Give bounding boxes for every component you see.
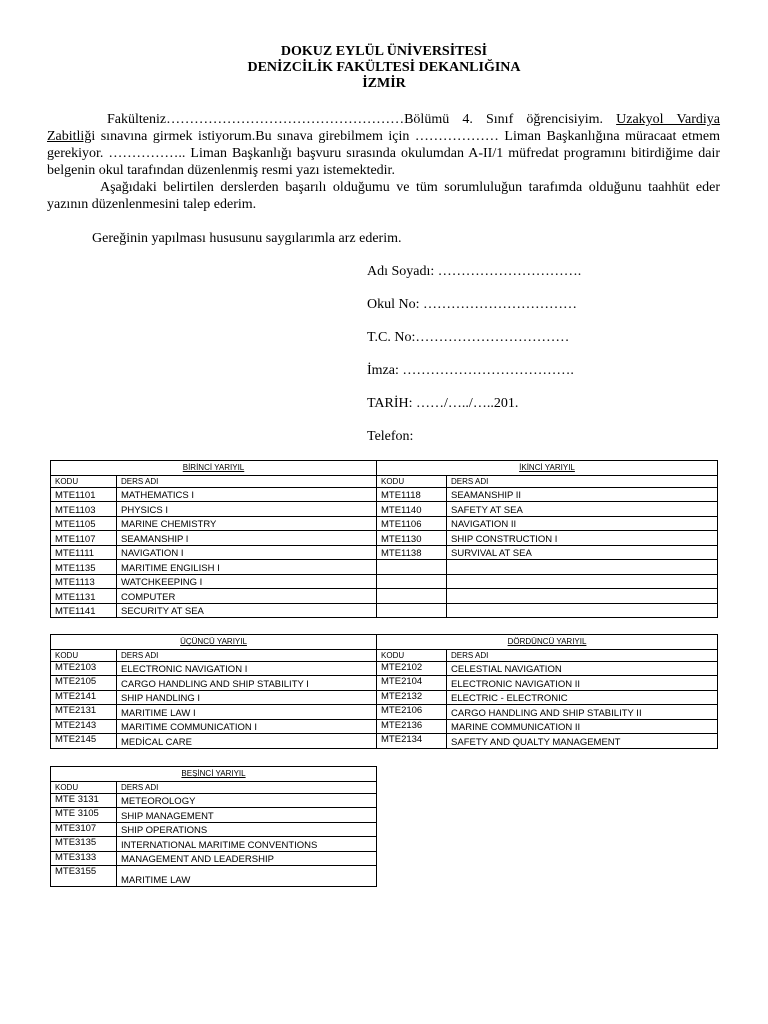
semester-3-4-table	[50, 634, 718, 749]
course-name: MARINE CHEMISTRY	[117, 516, 377, 531]
course-code: MTE1111	[51, 545, 117, 560]
course-code: MTE3107	[51, 822, 117, 837]
request-text-2: i sınavına girmek istiyorum.Bu sınava girebilmem için ……………… Liman Başkanlığına müracaat etmem gerekiyor. …………….. Liman Başkanlığı başvuru sırasında okulumdan A-II/1 müfredat programını bitirdiğime dair belgenin okul tarafından düzenlenmiş resmi yazı istemektedir.	[47, 129, 720, 178]
course-name: SHIP CONSTRUCTION I	[447, 531, 718, 546]
course-name: SEAMANSHIP I	[117, 531, 377, 546]
table-row	[51, 545, 718, 560]
course-code: MTE1103	[51, 502, 117, 517]
commitment-paragraph: Aşağıdaki belirtilen derslerden başarılı olduğumu ve tüm sorumluluğun tarafımda olduğunu taahhüt eder yazının düzenlenmesini talep ederim.	[47, 180, 720, 212]
city: İZMİR	[362, 76, 406, 91]
semester-title: ÜÇÜNCÜ YARIYIL	[51, 635, 377, 650]
date-field: TARİH: ……/…../…..201.	[367, 396, 519, 411]
course-name: SAFETY AT SEA	[447, 502, 718, 517]
course-code: MTE1101	[51, 487, 117, 502]
table-row	[51, 690, 718, 705]
course-code: MTE1138	[377, 545, 447, 560]
empty-cell	[447, 574, 718, 589]
table-row	[51, 808, 377, 823]
course-code: MTE1113	[51, 574, 117, 589]
course-name: MARITIME ENGILISH I	[117, 560, 377, 575]
semester-1-2-table	[50, 460, 718, 618]
course-code: MTE2143	[51, 719, 117, 734]
table-row	[51, 574, 718, 589]
table-row	[51, 661, 718, 676]
table-row	[51, 734, 718, 749]
empty-cell	[447, 560, 718, 575]
empty-cell	[377, 574, 447, 589]
course-code: MTE1118	[377, 487, 447, 502]
course-code: MTE3155	[51, 866, 117, 887]
course-name: MATHEMATICS I	[117, 487, 377, 502]
semester-title: BİRİNCİ YARIYIL	[51, 461, 377, 476]
table-row	[51, 516, 718, 531]
course-name: CARGO HANDLING AND SHIP STABILITY II	[447, 705, 718, 720]
course-code: MTE2141	[51, 690, 117, 705]
course-name-header: DERS ADI	[117, 649, 377, 661]
code-header: KODU	[51, 475, 117, 487]
course-name: NAVIGATION II	[447, 516, 718, 531]
course-code: MTE 3105	[51, 808, 117, 823]
table-row	[51, 560, 718, 575]
course-code: MTE 3131	[51, 793, 117, 808]
code-header: KODU	[51, 781, 117, 793]
course-name: WATCHKEEPING I	[117, 574, 377, 589]
closing-paragraph: Gereğinin yapılması hususunu saygılarımla arz ederim.	[92, 231, 402, 246]
signature-field: İmza: ……………………………….	[367, 363, 574, 378]
course-name-header: DERS ADI	[447, 475, 718, 487]
course-name: MANAGEMENT AND LEADERSHIP	[117, 851, 377, 866]
request-text-1: Fakülteniz……………………………………………Bölümü 4. Sınıf öğrencisiyim.	[107, 112, 617, 127]
course-name: ELECTRIC - ELECTRONIC	[447, 690, 718, 705]
semester-5-table	[50, 766, 377, 887]
empty-cell	[377, 589, 447, 604]
course-name: ELECTRONIC NAVIGATION I	[117, 661, 377, 676]
table-row	[51, 705, 718, 720]
table-row	[51, 502, 718, 517]
course-code: MTE1130	[377, 531, 447, 546]
course-code: MTE1105	[51, 516, 117, 531]
course-code: MTE2131	[51, 705, 117, 720]
course-code: MTE2104	[377, 676, 447, 691]
table-row	[51, 822, 377, 837]
table-row	[51, 487, 718, 502]
faculty-deanery: DENİZCİLİK FAKÜLTESİ DEKANLIĞINA	[247, 60, 521, 75]
table-row	[51, 589, 718, 604]
table-row	[51, 837, 377, 852]
semester-title: İKİNCİ YARIYIL	[377, 461, 718, 476]
course-name-header: DERS ADI	[117, 781, 377, 793]
course-name: PHYSICS I	[117, 502, 377, 517]
course-code: MTE2132	[377, 690, 447, 705]
course-code: MTE2134	[377, 734, 447, 749]
course-name: COMPUTER	[117, 589, 377, 604]
empty-cell	[377, 603, 447, 618]
course-name: CARGO HANDLING AND SHIP STABILITY I	[117, 676, 377, 691]
table-row	[51, 793, 377, 808]
request-text-underlined: Uzakyol Vardiya Zabitliğ	[47, 112, 721, 144]
course-code: MTE2106	[377, 705, 447, 720]
course-code: MTE1107	[51, 531, 117, 546]
course-code: MTE2145	[51, 734, 117, 749]
table-row	[51, 676, 718, 691]
course-code: MTE2105	[51, 676, 117, 691]
code-header: KODU	[377, 649, 447, 661]
course-code: MTE2102	[377, 661, 447, 676]
course-code: MTE1141	[51, 603, 117, 618]
course-code: MTE2103	[51, 661, 117, 676]
course-name: SURVIVAL AT SEA	[447, 545, 718, 560]
course-name: SHIP MANAGEMENT	[117, 808, 377, 823]
empty-cell	[377, 560, 447, 575]
course-name: SHIP HANDLING I	[117, 690, 377, 705]
course-name: ELECTRONIC NAVIGATION II	[447, 676, 718, 691]
course-code: MTE1106	[377, 516, 447, 531]
table-row	[51, 531, 718, 546]
tc-number-field: T.C. No:……………………………	[367, 330, 570, 345]
course-name: MARINE COMMUNICATION II	[447, 719, 718, 734]
phone-field: Telefon:	[367, 429, 414, 444]
course-name: INTERNATIONAL MARITIME CONVENTIONS	[117, 837, 377, 852]
university-name: DOKUZ EYLÜL ÜNİVERSİTESİ	[280, 44, 488, 59]
code-header: KODU	[377, 475, 447, 487]
course-name-header: DERS ADI	[447, 649, 718, 661]
course-code: MTE2136	[377, 719, 447, 734]
course-name: SEAMANSHIP II	[447, 487, 718, 502]
name-field: Adı Soyadı: ………………………….	[367, 264, 582, 279]
course-name: MARITIME LAW	[117, 866, 377, 887]
course-name: MEDİCAL CARE	[117, 734, 377, 749]
course-name: NAVIGATION I	[117, 545, 377, 560]
request-paragraph	[47, 111, 720, 179]
table-row	[51, 719, 718, 734]
course-name-header: DERS ADI	[117, 475, 377, 487]
course-name: CELESTIAL NAVIGATION	[447, 661, 718, 676]
course-code: MTE1140	[377, 502, 447, 517]
course-name: SHIP OPERATIONS	[117, 822, 377, 837]
table-row	[51, 866, 377, 887]
code-header: KODU	[51, 649, 117, 661]
course-code: MTE3133	[51, 851, 117, 866]
table-row	[51, 851, 377, 866]
course-code: MTE1131	[51, 589, 117, 604]
course-name: SAFETY AND QUALTY MANAGEMENT	[447, 734, 718, 749]
empty-cell	[447, 589, 718, 604]
course-name: MARITIME LAW I	[117, 705, 377, 720]
semester-title: BEŞİNCİ YARIYIL	[51, 767, 377, 782]
course-name: MARITIME COMMUNICATION I	[117, 719, 377, 734]
student-number-field: Okul No: ……………………………	[367, 297, 577, 312]
course-name: METEOROLOGY	[117, 793, 377, 808]
semester-title: DÖRDÜNCÜ YARIYIL	[377, 635, 718, 650]
course-code: MTE1135	[51, 560, 117, 575]
empty-cell	[447, 603, 718, 618]
course-name: SECURITY AT SEA	[117, 603, 377, 618]
course-code: MTE3135	[51, 837, 117, 852]
table-row	[51, 603, 718, 618]
